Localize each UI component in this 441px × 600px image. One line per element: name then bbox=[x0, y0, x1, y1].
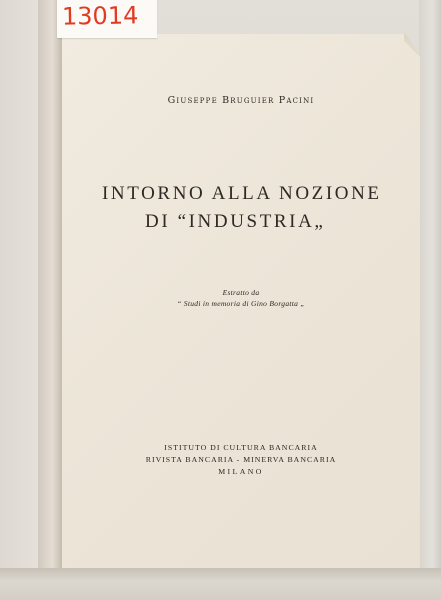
back-cover-bottom bbox=[0, 568, 441, 600]
publisher-line-1: ISTITUTO DI CULTURA BANCARIA bbox=[164, 443, 318, 452]
inventory-number: 13014 bbox=[61, 1, 139, 31]
publisher-line-2: RIVISTA BANCARIA - MINERVA BANCARIA bbox=[145, 455, 337, 464]
publisher-city: MILANO bbox=[218, 467, 264, 476]
author-name: Giuseppe Bruguier Pacini bbox=[167, 95, 315, 106]
back-cover-right bbox=[419, 0, 441, 600]
extract-label: Estratto da bbox=[222, 288, 260, 297]
title-line-1: INTORNO ALLA NOZIONE bbox=[102, 183, 382, 204]
title-line-2: DI “INDUSTRIA„ bbox=[145, 211, 326, 232]
extract-source: “ Studi in memoria di Gino Borgatta „ bbox=[177, 299, 305, 308]
